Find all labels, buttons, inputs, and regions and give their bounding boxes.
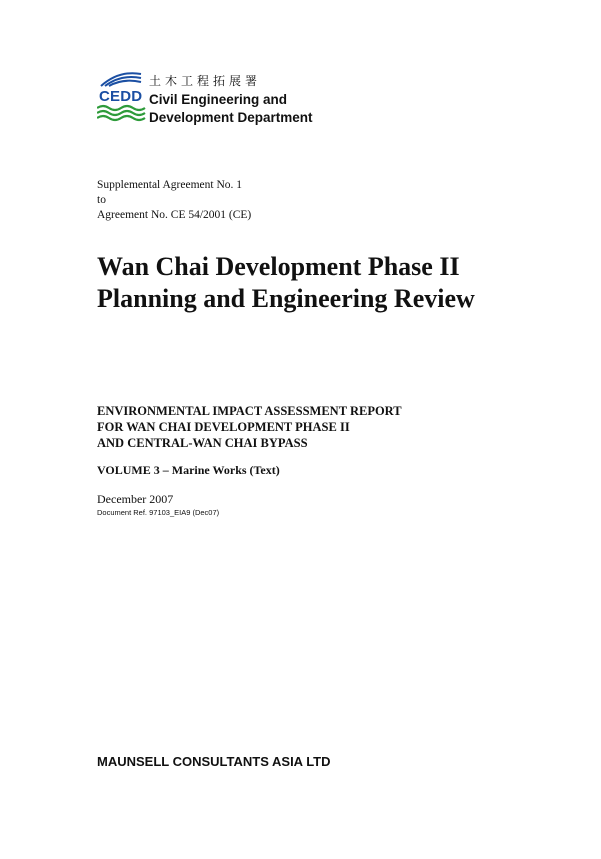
agreement-line: Agreement No. CE 54/2001 (CE) xyxy=(97,209,252,221)
document-title xyxy=(97,251,475,315)
report-line: FOR WAN CHAI DEVELOPMENT PHASE II xyxy=(97,420,350,434)
department-name-line2: Development Department xyxy=(149,110,313,125)
title-line: Planning and Engineering Review xyxy=(97,284,475,313)
logo-wordmark: CEDD xyxy=(99,88,143,105)
volume-label: VOLUME 3 – Marine Works (Text) xyxy=(97,463,280,477)
publication-date: December 2007 xyxy=(97,492,174,506)
department-name-line1: Civil Engineering and xyxy=(149,92,288,107)
report-line: ENVIRONMENTAL IMPACT ASSESSMENT REPORT xyxy=(97,404,402,418)
agreement-line: to xyxy=(97,194,106,206)
agreement-block xyxy=(97,178,251,223)
cedd-logo xyxy=(97,70,357,130)
agreement-line: Supplemental Agreement No. 1 xyxy=(97,179,242,191)
report-heading xyxy=(97,403,402,451)
report-line: AND CENTRAL-WAN CHAI BYPASS xyxy=(97,436,308,450)
title-line: Wan Chai Development Phase II xyxy=(97,252,460,281)
consultant-name: MAUNSELL CONSULTANTS ASIA LTD xyxy=(97,754,331,769)
department-chinese-name: 土木工程拓展署 xyxy=(149,74,262,88)
document-reference: Document Ref. 97103_EIA9 (Dec07) xyxy=(97,508,220,517)
